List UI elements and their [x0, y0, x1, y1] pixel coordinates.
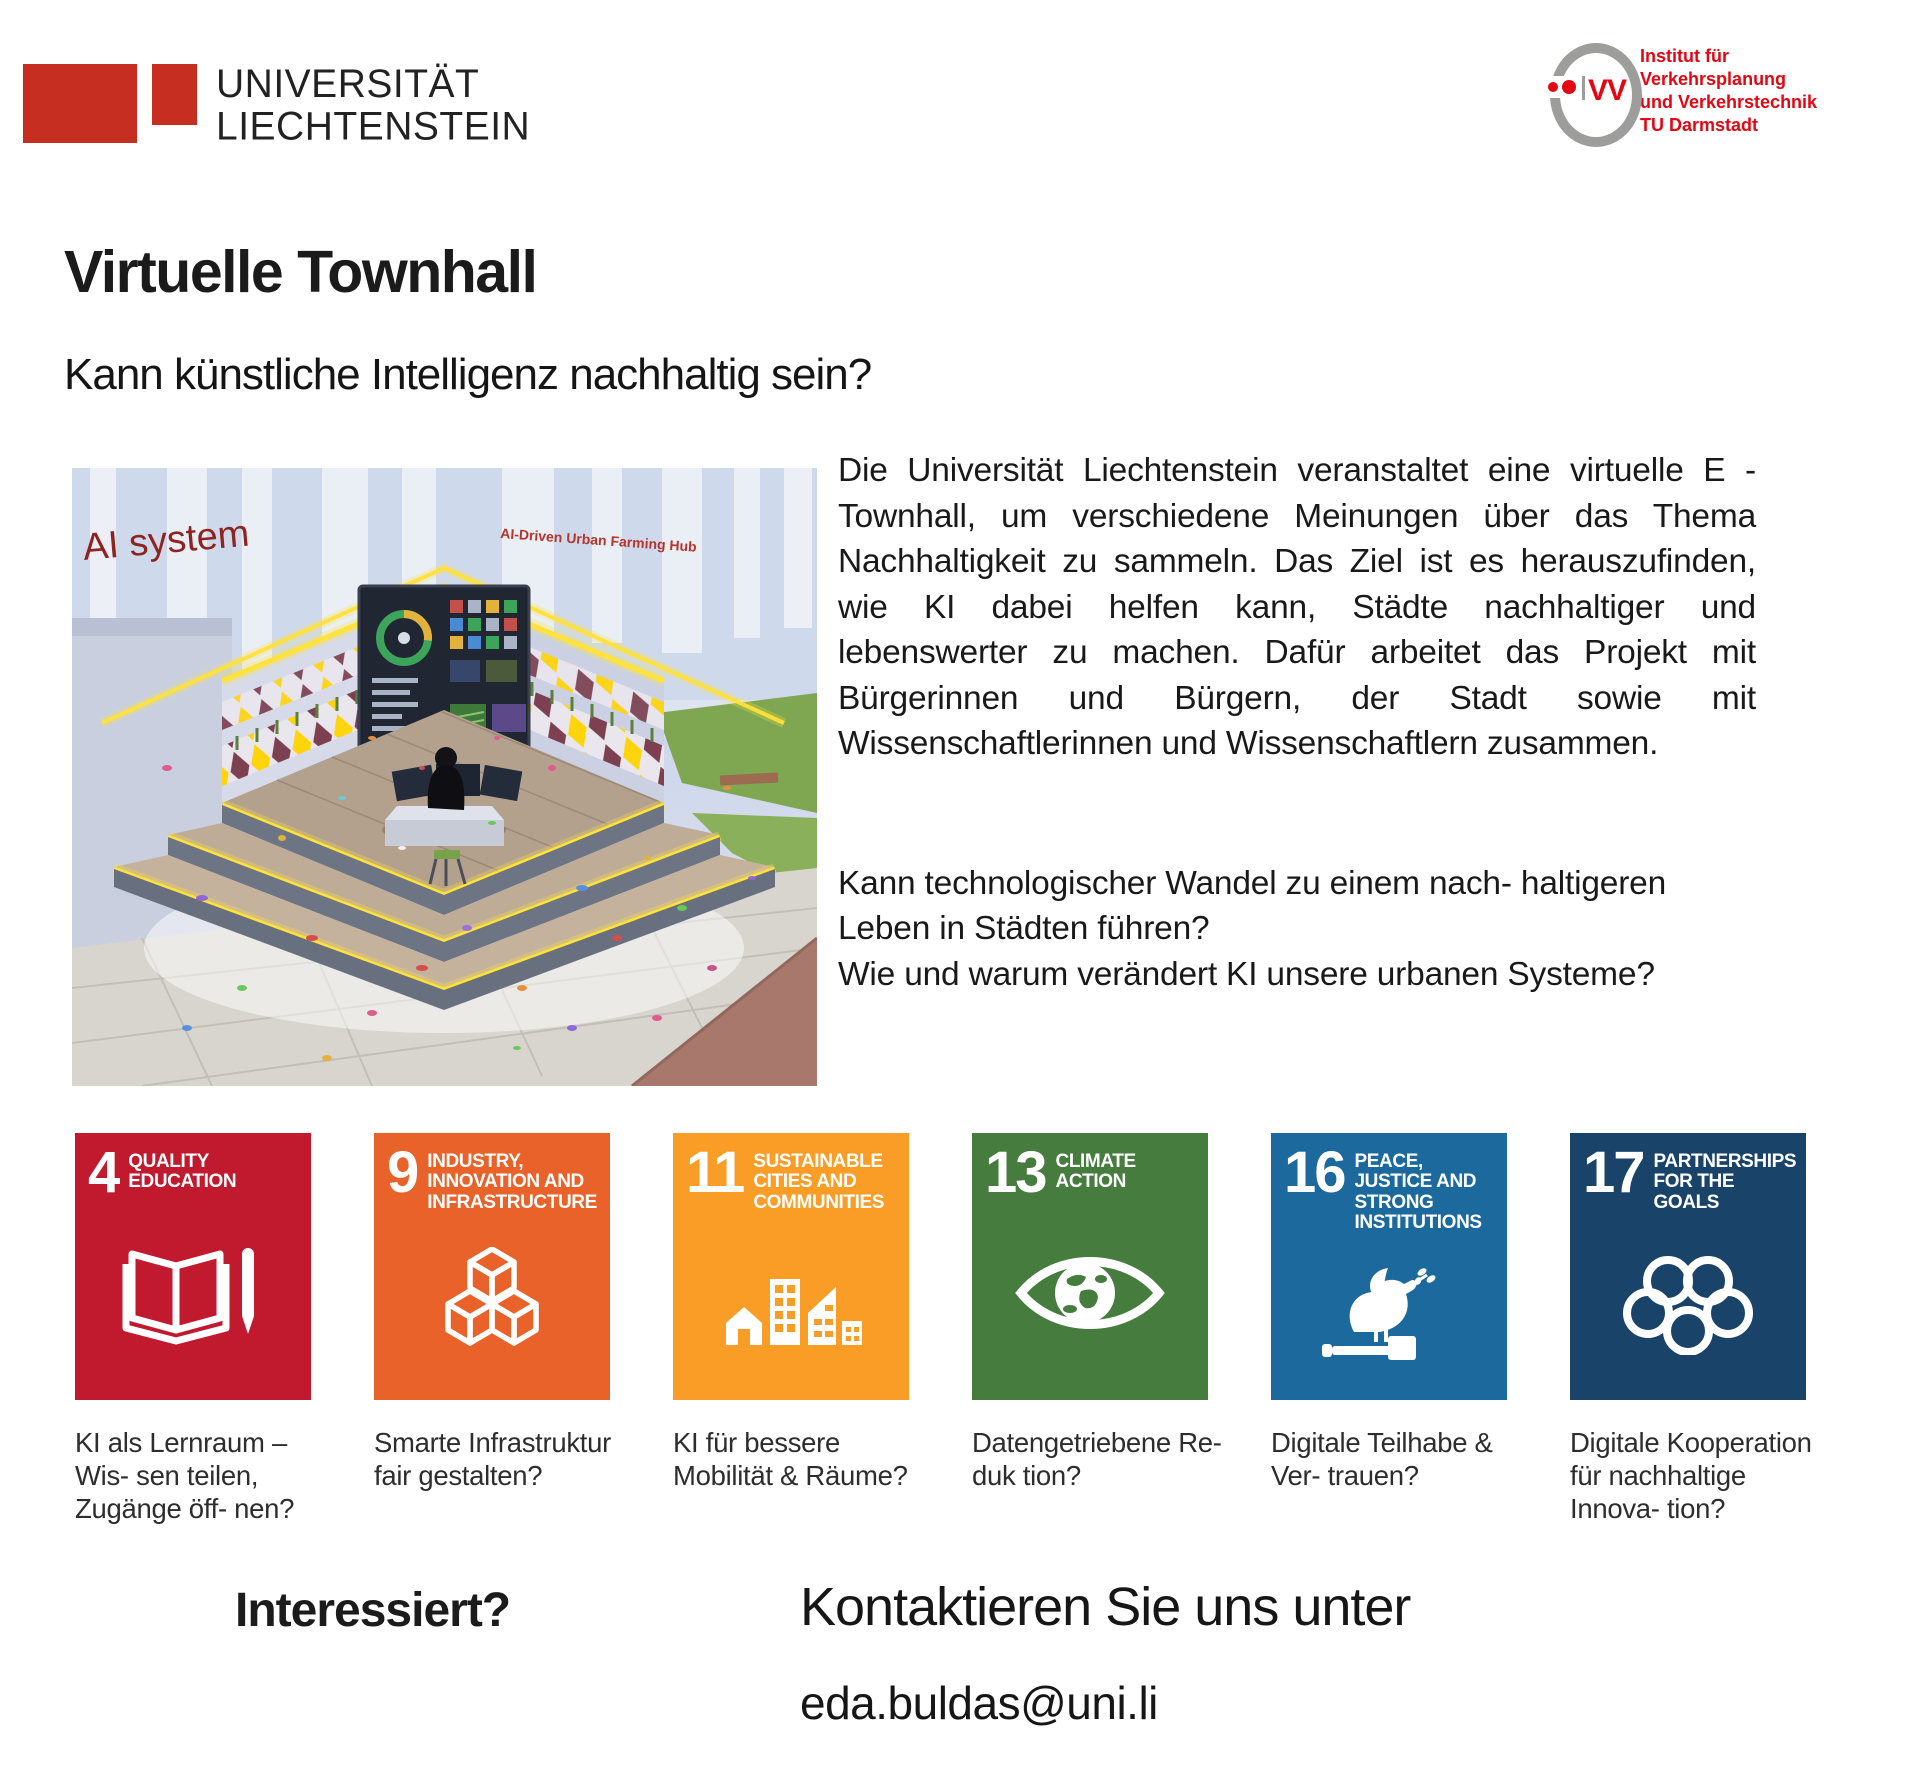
- university-logo-block-large: [23, 64, 137, 143]
- sdg-tile-16: [1271, 1133, 1507, 1400]
- sdg-tile-13: [972, 1133, 1208, 1400]
- interested-label: Interessiert?: [235, 1584, 511, 1637]
- eye-globe-icon: [1015, 1243, 1165, 1343]
- sdg-column-13: [972, 1133, 1222, 1525]
- sdg-caption: KI für bessere Mobilität & Räume?: [673, 1427, 908, 1491]
- city-skyline-icon: [716, 1249, 866, 1349]
- sdg-number: 11: [686, 1140, 744, 1205]
- university-logo-block-small: [152, 64, 197, 125]
- scene-label-farming-hub: AI-Driven Urban Farming Hub: [499, 525, 698, 555]
- ivv-acronym: VV: [1588, 74, 1627, 107]
- university-logo-line2: LIECHTENSTEIN: [216, 104, 531, 149]
- sdg-goal-title: PARTNERSHIPS FOR THE GOALS: [1653, 1151, 1797, 1213]
- sdg-number: 4: [88, 1140, 119, 1205]
- page-subtitle: Kann künstliche Intelligenz nachhaltig sein?: [64, 350, 872, 399]
- sdg-column-4: [75, 1133, 311, 1525]
- sdg-tile-9: [374, 1133, 610, 1400]
- sdg-tile-17: [1570, 1133, 1806, 1400]
- university-logo: [23, 64, 530, 148]
- body-text-column: [838, 448, 1756, 997]
- sdg-goal-title: PEACE, JUSTICE AND STRONG INSTITUTIONS: [1354, 1151, 1482, 1233]
- sdg-goal-title: INDUSTRY, INNOVATION AND INFRASTRUCTURE: [427, 1151, 597, 1213]
- dove-gavel-icon: [1314, 1254, 1464, 1366]
- sdg-goal-title: CLIMATE ACTION: [1055, 1151, 1136, 1193]
- sdg-number: 17: [1583, 1140, 1644, 1205]
- ivv-ring-icon: [1540, 40, 1640, 140]
- contact-email: eda.buldas@uni.li: [800, 1677, 1158, 1729]
- questions-block: [838, 861, 1756, 998]
- sdg-caption: Digitale Teilhabe & Ver- trauen?: [1271, 1427, 1493, 1491]
- intro-paragraph: Die Universität Liechtenstein veranstaltet eine virtuelle E - Townhall, um verschiedene Meinungen über das Thema Nachhaltigkeit zu sammeln. Das Ziel ist es herauszufinden, wie KI dabei helfen kann, Städte nachhaltiger und lebenswerter zu machen. Dafür arbeitet das Projekt mit Bürgerinnen und Bürgern, der Stadt sowie mit Wissenschaftlerinnen und Wissenschaftlern zusammen.: [838, 452, 1756, 762]
- institute-logo: [1540, 40, 1817, 140]
- ivv-dot-icon: [1562, 80, 1576, 94]
- sdg-tiles-row: [75, 1133, 1812, 1525]
- sdg-column-9: [374, 1133, 610, 1525]
- virtual-townhall-image: [72, 468, 817, 1086]
- institute-name: Institut für Verkehrsplanung und Verkehrstechnik TU Darmstadt: [1640, 46, 1818, 135]
- sdg-number: 13: [985, 1140, 1046, 1205]
- sdg-caption: KI als Lernraum – Wis- sen teilen, Zugänge öff- nen?: [75, 1427, 295, 1524]
- sdg-column-16: [1271, 1133, 1507, 1525]
- cubes-icon: [422, 1247, 562, 1351]
- sdg-caption: Smarte Infrastruktur fair gestalten?: [374, 1427, 611, 1491]
- sdg-column-17: [1570, 1133, 1812, 1525]
- sdg-goal-title: SUSTAINABLE CITIES AND COMMUNITIES: [753, 1151, 885, 1213]
- book-pencil-icon: [118, 1238, 268, 1348]
- sdg-goal-title: QUALITY EDUCATION: [128, 1151, 237, 1193]
- page-title: Virtuelle Townhall: [64, 239, 537, 305]
- question-1: Kann technologischer Wandel zu einem nach- haltigeren Leben in Städten führen?: [838, 864, 1667, 947]
- contact-line: Kontaktieren Sie uns unter: [800, 1577, 1411, 1637]
- sdg-tile-4: [75, 1133, 311, 1400]
- sdg-column-11: [673, 1133, 909, 1525]
- ivv-dot-icon: [1548, 82, 1558, 92]
- virtual-scene-illustration: [72, 468, 817, 1086]
- sdg-tile-11: [673, 1133, 909, 1400]
- sdg-number: 16: [1284, 1140, 1345, 1205]
- question-2: Wie und warum verändert KI unsere urbanen Systeme?: [838, 955, 1655, 993]
- sdg-number: 9: [387, 1140, 418, 1205]
- sdg-caption: Datengetriebene Re- duk tion?: [972, 1427, 1222, 1491]
- interlocking-rings-icon: [1613, 1243, 1763, 1355]
- university-logo-line1: UNIVERSITÄT: [216, 62, 480, 106]
- contact-block: [800, 1576, 1410, 1730]
- sdg-caption: Digitale Kooperation für nachhaltige Innova- tion?: [1570, 1427, 1812, 1524]
- university-logo-text: [216, 63, 530, 149]
- scene-label-ai-system: AI system: [81, 512, 251, 569]
